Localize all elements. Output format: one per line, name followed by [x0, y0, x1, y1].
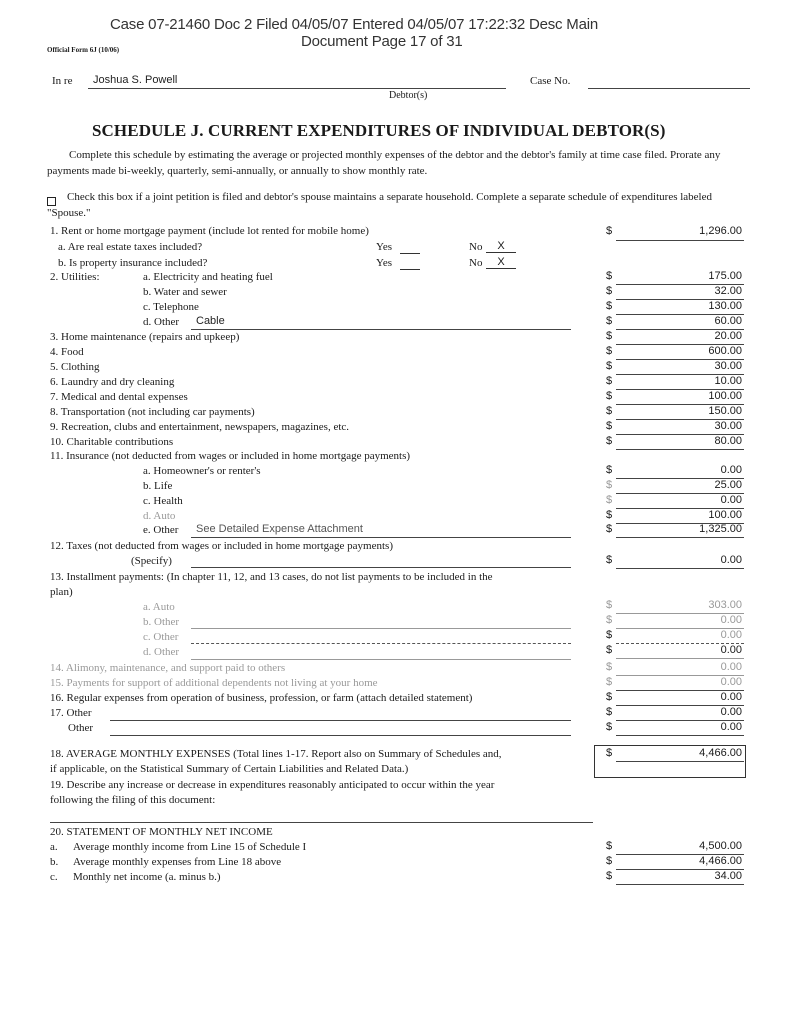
line2c-amount[interactable]: 130.00: [708, 300, 742, 312]
line15-label: 15. Payments for support of additional dependents not living at your home: [50, 677, 378, 689]
line10-amount[interactable]: 80.00: [714, 435, 742, 447]
currency-symbol: $: [606, 509, 613, 521]
currency-symbol: $: [606, 676, 613, 688]
line5-amount[interactable]: 30.00: [714, 360, 742, 372]
form-id: Official Form 6J (10/06): [47, 46, 120, 54]
line16-amount[interactable]: 0.00: [720, 691, 742, 703]
line12-underline: [616, 568, 744, 569]
line13-label-1: 13. Installment payments: (In chapter 11, 12, and 13 cases, do not list payments to be included in the: [50, 571, 493, 583]
line20a-label: Average monthly income from Line 15 of Schedule I: [73, 841, 307, 853]
line17-amount2[interactable]: 0.00: [720, 721, 742, 733]
currency-symbol: $: [606, 721, 613, 733]
currency-symbol: $: [606, 420, 613, 432]
line8-label: 8. Transportation (not including car payments): [50, 406, 255, 418]
line13b-label: b. Other: [143, 616, 180, 628]
line1a-no-field[interactable]: X: [486, 240, 516, 253]
currency-symbol: $: [606, 599, 613, 611]
instructions: Complete this schedule by estimating the average or projected monthly expenses of the debtor and the debtor's family at time case filed. Prorate any payments made bi-weekly, quarterly, semi-annually, or annually to show monthly rate.: [47, 149, 721, 177]
currency-symbol: $: [606, 435, 613, 447]
line13d-specify-underline: [191, 659, 571, 660]
line11a-amount[interactable]: 0.00: [720, 464, 742, 476]
currency-symbol: $: [606, 855, 613, 867]
line20c-underline: [616, 884, 744, 885]
line11e-specify-underline: [191, 537, 571, 538]
line6-amount[interactable]: 10.00: [714, 375, 742, 387]
line13d-label: d. Other: [143, 646, 180, 658]
currency-symbol: $: [606, 375, 613, 387]
line2d-specify-underline: [191, 329, 571, 330]
line13d-underline: [616, 658, 744, 659]
line19-label-2: following the filing of this document:: [50, 794, 216, 806]
line2-label: 2. Utilities:: [50, 271, 100, 283]
currency-symbol: $: [606, 523, 613, 535]
currency-symbol: $: [606, 285, 613, 297]
line18-label-2: if applicable, on the Statistical Summary of Certain Liabilities and Related Data.): [50, 763, 409, 775]
line1a-no-label: No: [469, 241, 483, 253]
line1-amount[interactable]: 1,296.00: [699, 225, 742, 237]
currency-symbol: $: [606, 554, 613, 566]
line18-amount[interactable]: 4,466.00: [699, 747, 742, 759]
line20c-amount[interactable]: 34.00: [714, 870, 742, 882]
currency-symbol: $: [606, 330, 613, 342]
joint-petition-label: Check this box if a joint petition is filed and debtor's spouse maintains a separate household. Complete a separate schedule of expenditures labeled "Spouse.": [47, 191, 712, 219]
line2d-specify-field[interactable]: Cable: [196, 315, 225, 327]
case-no-label: Case No.: [530, 75, 571, 87]
line20b-letter: b.: [50, 856, 59, 868]
line11e-specify-field[interactable]: See Detailed Expense Attachment: [196, 523, 363, 535]
currency-symbol: $: [606, 315, 613, 327]
currency-symbol: $: [606, 300, 613, 312]
line4-amount[interactable]: 600.00: [708, 345, 742, 357]
line11b-label: b. Life: [143, 480, 173, 492]
line11b-amount[interactable]: 25.00: [714, 479, 742, 491]
line13a-label: a. Auto: [143, 601, 175, 613]
debtor-name-underline: [88, 88, 506, 89]
currency-symbol: $: [606, 614, 613, 626]
line17-label2: Other: [68, 722, 94, 734]
line13-label-2: plan): [50, 586, 73, 598]
line13c-amount[interactable]: 0.00: [720, 629, 742, 641]
line1a-label: a. Are real estate taxes included?: [58, 241, 203, 253]
line2c-label: c. Telephone: [143, 301, 199, 313]
line10-label: 10. Charitable contributions: [50, 436, 174, 448]
line12-amount[interactable]: 0.00: [720, 554, 742, 566]
debtor-name-field[interactable]: Joshua S. Powell: [93, 74, 178, 86]
line11c-label: c. Health: [143, 495, 183, 507]
line20c-letter: c.: [50, 871, 58, 883]
line13d-amount[interactable]: 0.00: [720, 644, 742, 656]
line5-label: 5. Clothing: [50, 361, 100, 373]
line2b-label: b. Water and sewer: [143, 286, 227, 298]
line4-label: 4. Food: [50, 346, 84, 358]
line9-amount[interactable]: 30.00: [714, 420, 742, 432]
line20c-label: Monthly net income (a. minus b.): [73, 871, 221, 883]
line17-specify2-underline: [110, 735, 571, 736]
line20b-amount[interactable]: 4,466.00: [699, 855, 742, 867]
line20a-letter: a.: [50, 841, 58, 853]
line15-amount[interactable]: 0.00: [720, 676, 742, 688]
line2d-label: d. Other: [143, 316, 180, 328]
line20b-label: Average monthly expenses from Line 18 above: [73, 856, 282, 868]
line13b-amount[interactable]: 0.00: [720, 614, 742, 626]
line18-label-1: 18. AVERAGE MONTHLY EXPENSES (Total lines 1-17. Report also on Summary of Schedules and,: [50, 748, 502, 760]
line20a-amount[interactable]: 4,500.00: [699, 840, 742, 852]
line2b-amount[interactable]: 32.00: [714, 285, 742, 297]
line1-label: 1. Rent or home mortgage payment (include lot rented for mobile home): [50, 225, 369, 237]
line1b-yes-label: Yes: [376, 257, 393, 269]
line13b-specify-underline: [191, 628, 571, 629]
line20-label: 20. STATEMENT OF MONTHLY NET INCOME: [50, 826, 273, 838]
court-stamp-line2: Document Page 17 of 31: [301, 33, 463, 50]
currency-symbol: $: [606, 661, 613, 673]
line18-underline: [616, 761, 744, 762]
currency-symbol: $: [606, 345, 613, 357]
line13c-label: c. Other: [143, 631, 179, 643]
line1b-no-label: No: [469, 257, 483, 269]
currency-symbol: $: [606, 390, 613, 402]
line14-label: 14. Alimony, maintenance, and support paid to others: [50, 662, 286, 674]
line12-label: 12. Taxes (not deducted from wages or included in home mortgage payments): [50, 540, 393, 552]
court-stamp-line1: Case 07-21460 Doc 2 Filed 04/05/07 Entered 04/05/07 17:22:32 Desc Main: [110, 16, 599, 33]
line2a-amount[interactable]: 175.00: [708, 270, 742, 282]
line7-label: 7. Medical and dental expenses: [50, 391, 188, 403]
line3-label: 3. Home maintenance (repairs and upkeep): [50, 331, 240, 343]
line3-amount[interactable]: 20.00: [714, 330, 742, 342]
line2d-amount[interactable]: 60.00: [714, 315, 742, 327]
currency-symbol: $: [606, 691, 613, 703]
line11d-label: d. Auto: [143, 510, 176, 522]
line16-label: 16. Regular expenses from operation of business, profession, or farm (attach detailed statement): [50, 692, 473, 704]
line11e-underline: [616, 537, 744, 538]
line1b-yes-field[interactable]: [400, 257, 420, 270]
line17-label: 17. Other: [50, 707, 92, 719]
line14-amount[interactable]: 0.00: [720, 661, 742, 673]
currency-symbol: $: [606, 644, 613, 656]
currency-symbol: $: [606, 870, 613, 882]
line13a-amount[interactable]: 303.00: [708, 599, 742, 611]
line6-label: 6. Laundry and dry cleaning: [50, 376, 175, 388]
line11e-amount[interactable]: 1,325.00: [699, 523, 742, 535]
line7-amount[interactable]: 100.00: [708, 390, 742, 402]
currency-symbol: $: [606, 464, 613, 476]
currency-symbol: $: [606, 747, 613, 759]
line2a-label: a. Electricity and heating fuel: [143, 271, 273, 283]
line19-underline: [50, 822, 593, 823]
line11c-amount[interactable]: 0.00: [720, 494, 742, 506]
line9-label: 9. Recreation, clubs and entertainment, newspapers, magazines, etc.: [50, 421, 350, 433]
currency-symbol: $: [606, 629, 613, 641]
line1a-yes-label: Yes: [376, 241, 393, 253]
line1b-no-field[interactable]: X: [486, 256, 516, 269]
line11a-label: a. Homeowner's or renter's: [143, 465, 261, 477]
currency-symbol: $: [606, 479, 613, 491]
debtor-caption: Debtor(s): [389, 90, 428, 101]
line17-amount2-underline: [616, 735, 744, 736]
page-title: SCHEDULE J. CURRENT EXPENDITURES OF INDIVIDUAL DEBTOR(S): [92, 121, 666, 140]
currency-symbol: $: [606, 360, 613, 372]
line10-underline: [616, 449, 744, 450]
line8-amount[interactable]: 150.00: [708, 405, 742, 417]
currency-symbol: $: [606, 706, 613, 718]
line13c-specify-underline: [191, 643, 571, 644]
line12-specify-label: (Specify): [131, 555, 172, 567]
case-no-underline: [588, 88, 750, 89]
line1-underline: [616, 240, 744, 241]
currency-symbol: $: [606, 270, 613, 282]
line11e-label: e. Other: [143, 524, 179, 536]
line1a-yes-field[interactable]: [400, 241, 420, 254]
in-re-label: In re: [52, 75, 73, 87]
currency-symbol: $: [606, 225, 613, 237]
line17-specify1-underline: [110, 720, 571, 721]
line11d-amount[interactable]: 100.00: [708, 509, 742, 521]
currency-symbol: $: [606, 840, 613, 852]
line17-amount1[interactable]: 0.00: [720, 706, 742, 718]
currency-symbol: $: [606, 494, 613, 506]
line11-label: 11. Insurance (not deducted from wages or included in home mortgage payments): [50, 450, 411, 462]
line1b-label: b. Is property insurance included?: [58, 257, 208, 269]
line12-specify-underline: [191, 567, 571, 568]
line19-label-1: 19. Describe any increase or decrease in expenditures reasonably anticipated to occur within the year: [50, 779, 495, 791]
currency-symbol: $: [606, 405, 613, 417]
